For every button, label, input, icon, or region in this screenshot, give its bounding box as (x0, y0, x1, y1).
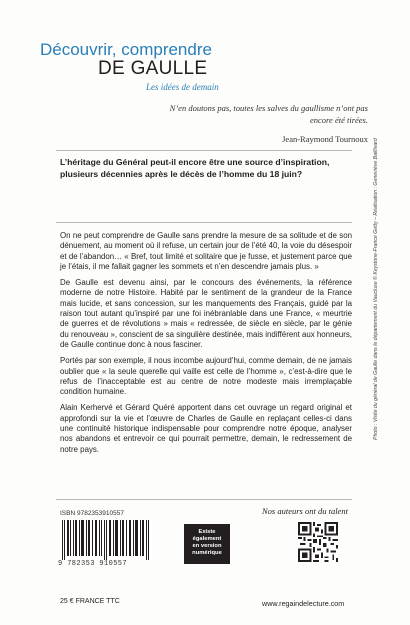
publisher-website: www.regaindelecture.com (262, 599, 345, 608)
divider-middle (56, 222, 352, 223)
barcode-digits: 9 782353 910557 (58, 560, 128, 568)
divider-top (56, 150, 352, 151)
isbn-label: ISBN 9782353910557 (60, 510, 124, 517)
epigraph-author: Jean-Raymond Tournoux (282, 134, 368, 144)
badge-line-2: également (192, 536, 222, 542)
digital-edition-badge (184, 524, 230, 564)
blurb-paragraph-3: Portés par son exemple, il nous incombe aujourd’hui, comme demain, de ne jamais oublier que « la seule querelle qui vaille est celle de l’homme », c’est-à-dire que le refus de l’inacceptable est au centre de notre modeste mais irremplaçable condition humaine. (60, 356, 352, 397)
publisher-tagline: Nos auteurs ont du talent (262, 506, 348, 516)
price: 25 € FRANCE TTC (60, 598, 120, 605)
divider-bottom (56, 499, 352, 500)
subtitle: Les idées de demain (146, 82, 219, 92)
badge-line-4: numérique (192, 550, 222, 556)
photo-credit: Photo : Visite du général de Gaulle dans le département du Vaucluse © Keystone-France Getty – Réalisation : Geneviève Baillivard (373, 138, 379, 440)
blurb-paragraph-2: De Gaulle est devenu ainsi, par le concours des événements, la référence moderne de notre Histoire. Habité par le sentiment de la grandeur de la France mais lucide, et sans concession, sur les manquements des Français, guidé par la raison tout autant qu’inspiré par une foi inébranlable dans une France, « meurtrie de guerres et de révolutions » mais « redressée, de siècle en siècle, par le génie du renouveau », conscient de sa singulière destinée, mais indifférent aux honneurs, de Gaulle continue donc à nous fasciner. (60, 278, 352, 349)
title-line-2: DE GAULLE (98, 58, 208, 79)
badge-line-3: en version (192, 543, 222, 549)
barcode-icon (60, 520, 152, 560)
blurb-body (60, 231, 352, 461)
lede-question: L’héritage du Général peut-il encore être une source d’inspiration, plusieurs décennies après le décès de l’homme du 18 juin? (60, 157, 330, 179)
epigraph-quote: N’en doutons pas, toutes les salves du gaullisme n’ont pas encore été tirées. (169, 103, 368, 125)
title-line-1: Découvrir, comprendre (40, 40, 212, 59)
qr-code-icon (298, 522, 338, 562)
blurb-paragraph-1: On ne peut comprendre de Gaulle sans prendre la mesure de sa solitude et de son dénuement, au moment où il refuse, un certain jour de l’été 40, la voie du désespoir et de l’abandon… « Bref, tout limité et solitaire que je fusse, et justement parce que je l’étais, il me fallait gagner les sommets et n’en descendre jamais plus. » (60, 231, 352, 271)
blurb-paragraph-4: Alain Kerhervé et Gérard Quéré apportent dans cet ouvrage un regard original et approfondi sur la vie et l’œuvre de Charles de Gaulle en replaçant celles-ci dans une continuité historique indispensable pour comprendre notre époque, analyser nos abandons et entrevoir ce qui pourrait permettre, demain, le redressement de notre pays. (60, 403, 352, 454)
badge-line-1: Existe (198, 529, 216, 535)
